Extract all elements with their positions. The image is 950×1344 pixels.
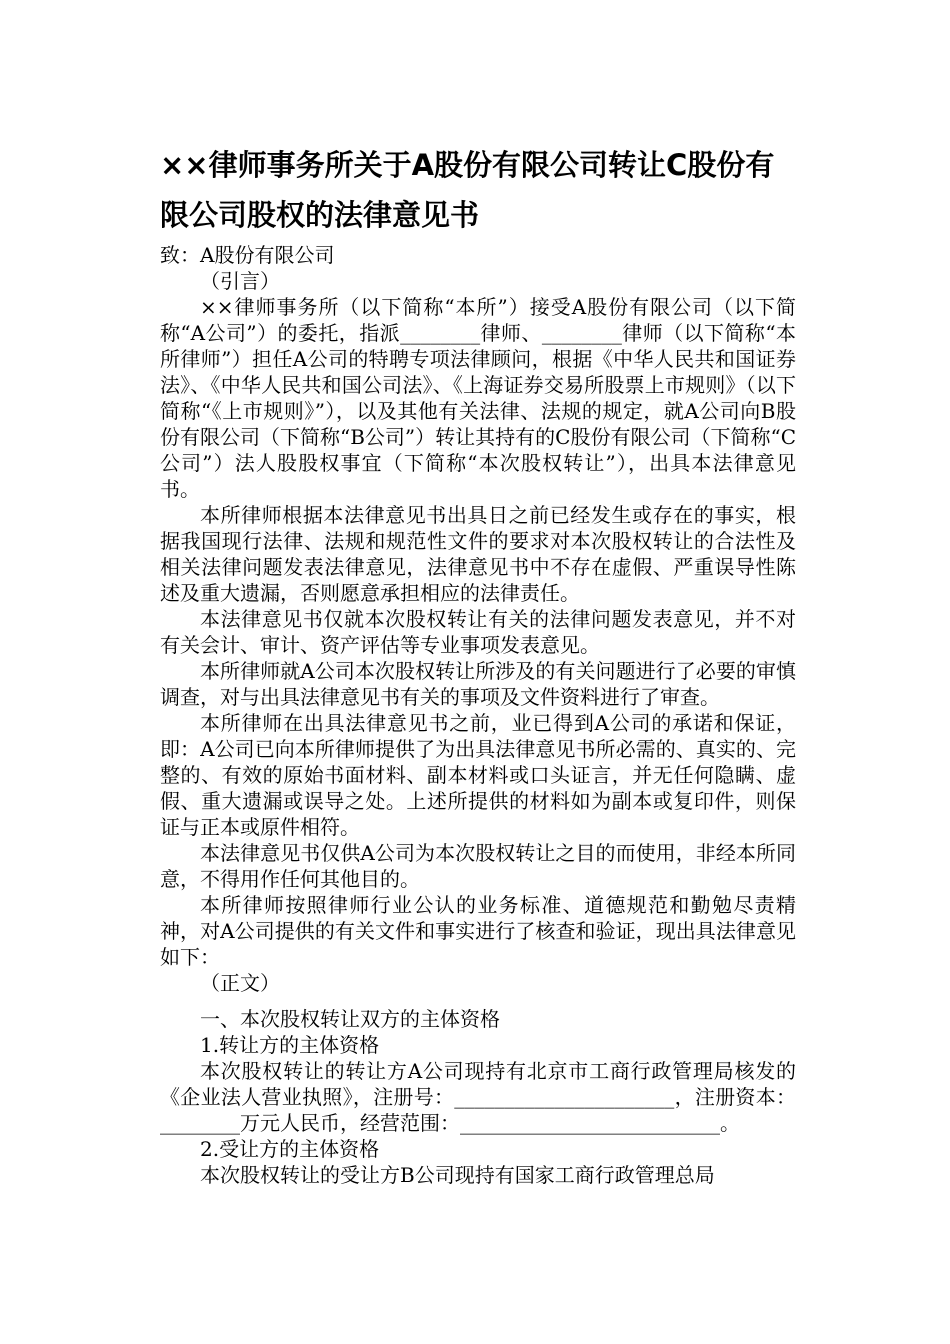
document-body xyxy=(160,242,796,1188)
paragraph: 本法律意见书仅供A公司为本次股权转让之目的而使用，非经本所同意，不得用作任何其他目的。 xyxy=(160,841,796,891)
paragraph: 本法律意见书仅就本次股权转让有关的法律问题发表意见，并不对有关会计、审计、资产评估等专业事项发表意见。 xyxy=(160,607,796,657)
subsection-heading: 1.转让方的主体资格 xyxy=(200,1033,380,1057)
paragraph: 本所律师根据本法律意见书出具日之前已经发生或存在的事实，根据我国现行法律、法规和规范性文件的要求对本次股权转让的合法性及相关法律问题发表法律意见，法律意见书中不存在虚假、严重误导性陈述及重大遗漏，否则愿意承担相应的法律责任。 xyxy=(160,503,796,605)
document-title: ××律师事务所关于A股份有限公司转让C股份有限公司股权的法律意见书 xyxy=(160,148,775,232)
document-page xyxy=(160,140,796,1188)
paragraph: ××律师事务所（以下简称“本所”）接受A股份有限公司（以下简称“A公司”）的委托，指派________律师、________律师（以下简称“本所律师”）担任A公司的特聘专项法律顾问，根据《中华人民共和国证券法》、《中华人民共和国公司法》、《上海证券交易所股票上市规则》（以下简称“《上市规则》”），以及其他有关法律、法规的规定，就A公司向B股份有限公司（下简称“B公司”）转让其持有的C股份有限公司（下简称“C公司”）法人股股权事宜（下简称“本次股权转让”），出具本法律意见书。 xyxy=(160,295,796,501)
paragraph-transferee: 本次股权转让的受让方B公司现持有国家工商行政管理总局 xyxy=(200,1163,715,1187)
section-heading: 一、本次股权转让双方的主体资格 xyxy=(200,1007,500,1031)
section-main-label: （正文） xyxy=(200,971,280,995)
paragraph: 本所律师就A公司本次股权转让所涉及的有关问题进行了必要的审慎调查，对与出具法律意见书有关的事项及文件资料进行了审查。 xyxy=(160,659,796,709)
section-intro-label: （引言） xyxy=(200,269,280,293)
addressee: 致：A股份有限公司 xyxy=(160,243,335,267)
subsection-heading: 2.受让方的主体资格 xyxy=(200,1137,380,1161)
paragraph-transferor: 本次股权转让的转让方A公司现持有北京市工商行政管理局核发的《企业法人营业执照》，注册号：______________________，注册资本：________万元人民币，经营范围：__________________________。 xyxy=(160,1059,796,1135)
spacer xyxy=(160,996,796,1006)
paragraph: 本所律师按照律师行业公认的业务标准、道德规范和勤勉尽责精神，对A公司提供的有关文件和事实进行了核查和验证，现出具法律意见如下： xyxy=(160,893,796,969)
paragraph: 本所律师在出具法律意见书之前，业已得到A公司的承诺和保证，即：A公司已向本所律师提供了为出具法律意见书所必需的、真实的、完整的、有效的原始书面材料、副本材料或口头证言，并无任何隐瞒、虚假、重大遗漏或误导之处。上述所提供的材料如为副本或复印件，则保证与正本或原件相符。 xyxy=(160,711,796,839)
